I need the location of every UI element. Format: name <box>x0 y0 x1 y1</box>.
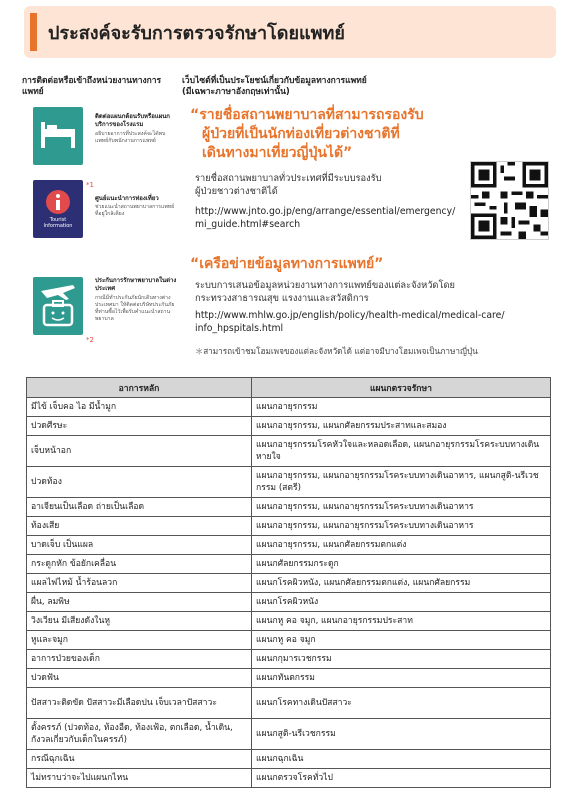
department-cell: แผนกโรคผิวหนัง, แผนกศัลยกรรมตกแต่ง, แผนกศัลยกรรม <box>252 574 551 593</box>
department-cell: แผนกอายุรกรรม, แผนกศัลยกรรมตกแต่ง <box>252 536 551 555</box>
table-row <box>27 436 551 467</box>
tile-insurance-title: ประกันการรักษาพยาบาลในต่างประเทศ <box>95 277 177 292</box>
department-cell: แผนกโรคทางเดินปัสสาวะ <box>252 688 551 719</box>
tile-hotel-title: ติดต่อแผนกต้อนรับหรือแผนกบริการของโรงแรม <box>95 113 170 128</box>
tourist-information-icon <box>33 180 83 238</box>
department-cell: แผนกอายุรกรรม, แผนกอายุรกรรมโรคระบบทางเดินอาหาร <box>252 517 551 536</box>
footnote: ＊สามารถเข้าชมโฮมเพจของแต่ละจังหวัดได้ แต่อาจมีบางโฮมเพจเป็นภาษาญี่ปุ่น <box>195 346 478 356</box>
table-row <box>27 631 551 650</box>
tile-tourist-footnote-mark: *1 <box>86 181 94 189</box>
table-row <box>27 555 551 574</box>
symptom-cell: ไม่ทราบว่าจะไปแผนกไหน <box>27 769 252 788</box>
department-column-header: แผนกตรวจรักษา <box>252 378 551 398</box>
hotel-bed-icon <box>33 107 83 165</box>
tile-hotel-text: อธิบายอาการที่ประสงค์จะได้พบแพทย์กับพนักงานการแพทย์ <box>95 131 166 144</box>
travel-insurance-icon <box>33 277 83 335</box>
symptom-cell: อาการป่วยของเด็ก <box>27 650 252 669</box>
department-cell: แผนกสูติ-นรีเวชกรรม <box>252 719 551 750</box>
tile-tourist-text: ช่วยแนะนำสถานพยาบาลการแพทย์ที่อยู่ใกล้เคียง <box>95 204 175 217</box>
department-cell: แผนกศัลยกรรมกระดูก <box>252 555 551 574</box>
table-row <box>27 593 551 612</box>
tourist-icon-label: Tourist <box>49 217 67 223</box>
symptom-cell: ตั้งครรภ์ (ปวดท้อง, ท้องอืด, ท้องเฟ้อ, ตกเลือด, น้ำเดิน, กังวลเกี่ยวกับเด็กในครรภ์) <box>27 719 252 750</box>
symptom-cell: แผลไฟไหม้ น้ำร้อนลวก <box>27 574 252 593</box>
site1-description: รายชื่อสถานพยาบาลทั่วประเทศที่มีระบบรองรับ ผู้ป่วยชาวต่างชาติได้ <box>195 173 382 197</box>
department-table <box>26 377 551 788</box>
table-row <box>27 769 551 788</box>
symptom-cell: มีไข้ เจ็บคอ ไอ มีน้ำมูก <box>27 398 252 417</box>
department-cell: แผนกตรวจโรคทั่วไป <box>252 769 551 788</box>
symptom-cell: ปวดท้อง <box>27 467 252 498</box>
site2-heading: “เครือข่ายข้อมูลทางการแพทย์” <box>190 256 384 272</box>
table-row <box>27 574 551 593</box>
symptom-cell: ท้องเสีย <box>27 517 252 536</box>
page-title: ประสงค์จะรับการตรวจรักษาโดยแพทย์ <box>48 23 345 44</box>
table-row <box>27 669 551 688</box>
department-cell: แผนกอายุรกรรมโรคหัวใจและหลอดเลือด, แผนกอายุรกรรมโรคระบบทางเดินหายใจ <box>252 436 551 467</box>
symptom-column-header: อาการหลัก <box>27 378 252 398</box>
tile-insurance-text: กรณีมีทำประกันภัยนักเดินทางต่างประเทศมา ให้ติดต่อบริษัทประกันภัยที่ท่านซื้อไว้เพื่อรับคำแนะนำสถานพยาบาล <box>95 295 175 322</box>
department-cell: แผนกทันตกรรม <box>252 669 551 688</box>
symptom-cell: เจ็บหน้าอก <box>27 436 252 467</box>
qr-code <box>470 161 549 240</box>
header-accent-bar <box>30 13 37 51</box>
table-row <box>27 688 551 719</box>
symptom-cell: หูและจมูก <box>27 631 252 650</box>
table-row <box>27 536 551 555</box>
department-cell: แผนกหู คอ จมูก, แผนกอายุรกรรมประสาท <box>252 612 551 631</box>
right-column-title: เว็บไซต์ที่เป็นประโยชน์เกี่ยวกับข้อมูลทางการแพทย์ (มีเฉพาะภาษาอังกฤษเท่านั้น) <box>182 76 367 97</box>
table-row <box>27 467 551 498</box>
table-row <box>27 750 551 769</box>
symptom-cell: กรณีฉุกเฉิน <box>27 750 252 769</box>
department-cell: แผนกอายุรกรรม <box>252 398 551 417</box>
site1-heading: “รายชื่อสถานพยาบาลที่สามารถรองรับ ผู้ป่วยที่เป็นนักท่องเที่ยวต่างชาติที่ เดินทางมาเที่ยวญี่ปุ่นได้” <box>190 107 424 161</box>
left-column-title: การติดต่อหรือเข้าถึงหน่วยงานทางการแพทย์ <box>22 76 162 97</box>
symptom-cell: ปัสสาวะติดขัด ปัสสาวะมีเลือดปน เจ็บเวลาปัสสาวะ <box>27 688 252 719</box>
site2-description: ระบบการเสนอข้อมูลหน่วยงานทางการแพทย์ของแต่ละจังหวัดโดย กระทรวงสาธารณสุข แรงงานและสวัสดิการ <box>195 280 455 304</box>
symptom-cell: อาเจียนเป็นเลือด ถ่ายเป็นเลือด <box>27 498 252 517</box>
information-icon-label: Information <box>43 223 73 229</box>
symptom-cell: ผื่น, ลมพิษ <box>27 593 252 612</box>
symptom-cell: ปวดฟัน <box>27 669 252 688</box>
symptom-cell: กระดูกหัก ข้อยักเคลื่อน <box>27 555 252 574</box>
department-cell: แผนกโรคผิวหนัง <box>252 593 551 612</box>
table-body <box>27 398 551 788</box>
symptom-cell: ปวดศีรษะ <box>27 417 252 436</box>
table-row <box>27 498 551 517</box>
site1-url-link[interactable]: http://www.jnto.go.jp/eng/arrange/essential/emergency/ mi_guide.html#search <box>195 206 456 230</box>
department-cell: แผนกอายุรกรรม, แผนกศัลยกรรมประสาทและสมอง <box>252 417 551 436</box>
table-row <box>27 417 551 436</box>
site2-url-link[interactable]: http://www.mhlw.go.jp/english/policy/health-medical/medical-care/ info_hpspitals.html <box>195 310 505 334</box>
department-cell: แผนกฉุกเฉิน <box>252 750 551 769</box>
table-row <box>27 612 551 631</box>
department-cell: แผนกอายุรกรรม, แผนกอายุรกรรมโรคระบบทางเดินอาหาร, แผนกสูติ-นรีเวชกรรม (สตรี) <box>252 467 551 498</box>
department-cell: แผนกอายุรกรรม, แผนกอายุรกรรมโรคระบบทางเดินอาหาร <box>252 498 551 517</box>
symptom-cell: บาดเจ็บ เป็นแผล <box>27 536 252 555</box>
department-cell: แผนกหู คอ จมูก <box>252 631 551 650</box>
table-row <box>27 517 551 536</box>
department-cell: แผนกกุมารเวชกรรม <box>252 650 551 669</box>
tile-tourist-title: ศูนย์แนะนำการท่องเที่ยว <box>95 195 159 202</box>
table-row <box>27 650 551 669</box>
tile-insurance-footnote-mark: *2 <box>86 336 94 344</box>
table-row <box>27 719 551 750</box>
table-row <box>27 398 551 417</box>
symptom-cell: วิงเวียน มีเสียงดังในหู <box>27 612 252 631</box>
